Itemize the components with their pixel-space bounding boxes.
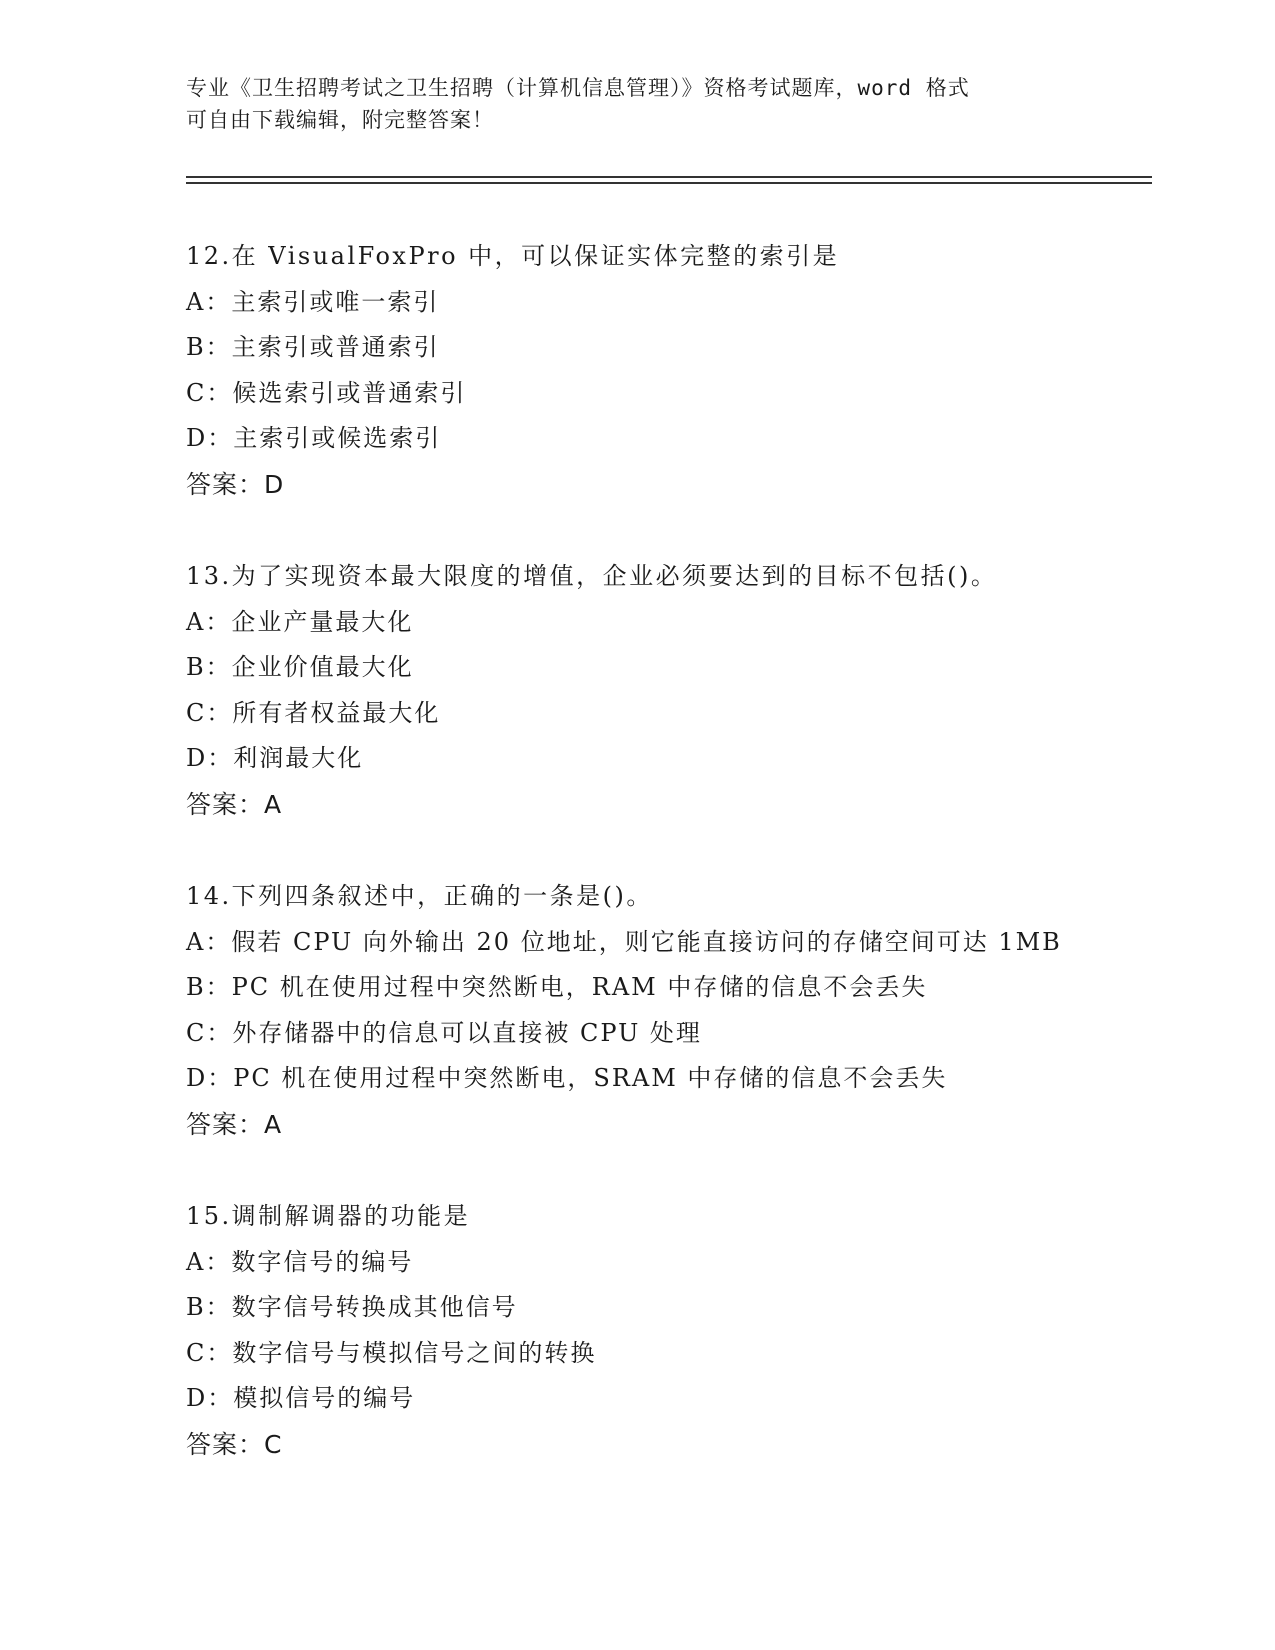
document-header bbox=[186, 72, 1066, 136]
question-15 bbox=[186, 1194, 1186, 1514]
header-line-1: 专业《卫生招聘考试之卫生招聘（计算机信息管理）》资格考试题库，word 格式 bbox=[186, 76, 970, 100]
option-d: D：PC 机在使用过程中突然断电，SRAM 中存储的信息不会丢失 bbox=[186, 1064, 948, 1092]
question-stem: 12.在 VisualFoxPro 中，可以保证实体完整的索引是 bbox=[186, 242, 840, 270]
option-c: C：所有者权益最大化 bbox=[186, 698, 441, 727]
header-divider-top bbox=[186, 176, 1152, 178]
question-12 bbox=[186, 234, 1186, 554]
header-line-2: 可自由下载编辑，附完整答案！ bbox=[186, 108, 494, 132]
answer-line: 答案：C bbox=[186, 1429, 283, 1459]
question-list bbox=[186, 234, 1186, 1514]
question-stem: 14.下列四条叙述中，正确的一条是()。 bbox=[186, 882, 653, 910]
question-stem: 13.为了实现资本最大限度的增值，企业必须要达到的目标不包括()。 bbox=[186, 562, 998, 590]
option-b: B：企业价值最大化 bbox=[186, 653, 414, 681]
header-divider-bottom bbox=[186, 182, 1152, 184]
option-c: C：外存储器中的信息可以直接被 CPU 处理 bbox=[186, 1018, 702, 1047]
question-13 bbox=[186, 554, 1186, 874]
option-a: A：企业产量最大化 bbox=[186, 607, 414, 636]
option-d: D：利润最大化 bbox=[186, 744, 364, 772]
answer-line: 答案：A bbox=[186, 789, 283, 819]
option-d: D：主索引或候选索引 bbox=[186, 424, 442, 452]
option-d: D：模拟信号的编号 bbox=[186, 1384, 416, 1412]
option-a: A：数字信号的编号 bbox=[186, 1247, 414, 1276]
option-b: B：主索引或普通索引 bbox=[186, 333, 440, 361]
question-14 bbox=[186, 874, 1186, 1194]
answer-line: 答案：D bbox=[186, 469, 285, 499]
option-b: B：数字信号转换成其他信号 bbox=[186, 1293, 518, 1321]
option-b: B：PC 机在使用过程中突然断电，RAM 中存储的信息不会丢失 bbox=[186, 973, 928, 1001]
option-a: A：假若 CPU 向外输出 20 位地址，则它能直接访问的存储空间可达 1MB bbox=[186, 927, 1062, 956]
answer-line: 答案：A bbox=[186, 1109, 283, 1139]
option-c: C：候选索引或普通索引 bbox=[186, 378, 467, 407]
option-c: C：数字信号与模拟信号之间的转换 bbox=[186, 1338, 597, 1367]
option-a: A：主索引或唯一索引 bbox=[186, 287, 440, 316]
question-stem: 15.调制解调器的功能是 bbox=[186, 1202, 471, 1230]
